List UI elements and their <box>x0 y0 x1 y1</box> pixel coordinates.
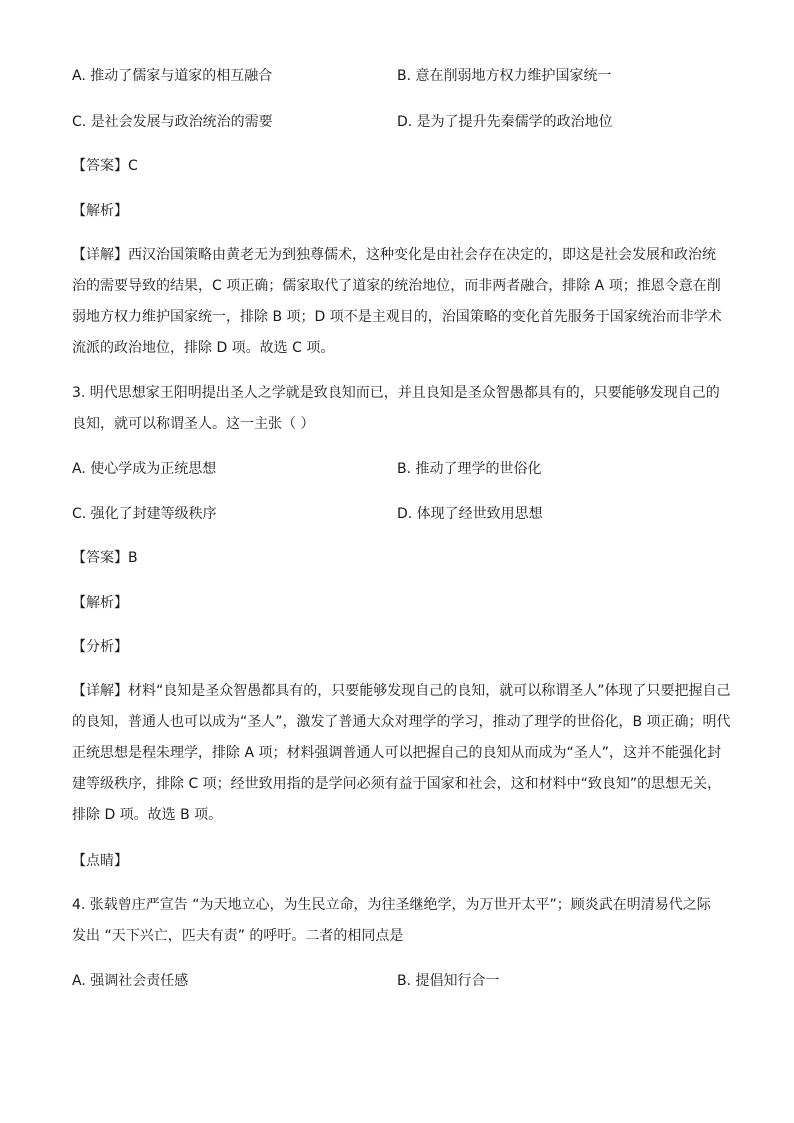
q2-option-d: D. 是为了提升先秦儒学的政治地位 <box>397 114 613 130</box>
q3-detail-line-5: 排除 D 项。故选 B 项。 <box>72 807 223 823</box>
q3-detail-line-3: 正统思想是程朱理学，排除 A 项；材料强调普通人可以把握自己的良知从而成为“圣人”，这并不能强化封 <box>72 745 721 761</box>
q4-stem <box>72 890 726 952</box>
q3-option-c: C. 强化了封建等级秩序 <box>72 506 217 522</box>
q2-detail-line-3: 弱地方权力维护国家统一，排除 B 项；D 项不是主观目的，治国策略的变化首先服务于国家统治而非学术 <box>72 309 722 325</box>
q2-detail-line-1: 【详解】西汉治国策略由黄老无为到独尊儒术，这种变化是由社会存在决定的，即这是社会发展和政治统 <box>72 247 716 263</box>
q3-stem-line-2: 良知，就可以称谓圣人。这一主张（ ） <box>72 416 315 432</box>
q3-detail-line-1: 【详解】材料“良知是圣众智愚都具有的，只要能够发现自己的良知，就可以称谓圣人”体现了只要把握自己 <box>72 683 731 699</box>
q4-stem-line-1: 4. 张载曾庄严宣告 “为天地立心，为生民立命，为往圣继绝学，为万世开太平”；顾炎武在明清易代之际 <box>72 897 711 913</box>
q3-detail-line-2: 的良知，普通人也可以成为“圣人”，激发了普通大众对理学的学习，推动了理学的世俗化，B 项正确；明代 <box>72 714 731 730</box>
q4-option-a: A. 强调社会责任感 <box>72 973 189 989</box>
q2-option-b: B. 意在削弱地方权力维护国家统一 <box>397 68 612 84</box>
q4-stem-line-2: 发出 “天下兴亡，匹夫有责” 的呼吁。二者的相同点是 <box>72 928 404 944</box>
q3-stem-line-1: 3. 明代思想家王阳明提出圣人之学就是致良知而已，并且良知是圣众智愚都具有的，只要能够发现自己的 <box>72 385 720 401</box>
q2-detail-line-2: 治的需要导致的结果，C 项正确；儒家取代了道家的统治地位，而非两者融合，排除 A 项；推恩令意在削 <box>72 278 721 294</box>
q3-answer: 【答案】B <box>72 550 138 566</box>
q3-option-b: B. 推动了理学的世俗化 <box>397 461 542 477</box>
q3-dianjing-label: 【点睛】 <box>72 853 128 869</box>
q2-answer: 【答案】C <box>72 158 138 174</box>
q3-analysis-label: 【解析】 <box>72 595 128 611</box>
q3-option-d: D. 体现了经世致用思想 <box>397 506 543 522</box>
q3-option-a: A. 使心学成为正统思想 <box>72 461 217 477</box>
q4-option-b: B. 提倡知行合一 <box>397 973 500 989</box>
q3-fenxi-label: 【分析】 <box>72 639 128 655</box>
q2-analysis-label: 【解析】 <box>72 203 128 219</box>
q3-detail <box>72 676 731 831</box>
q3-detail-line-4: 建等级秩序，排除 C 项；经世致用指的是学问必须有益于国家和社会，这和材料中“致良知”的思想无关， <box>72 776 722 792</box>
q2-detail <box>72 240 726 364</box>
q2-option-c: C. 是社会发展与政治统治的需要 <box>72 114 273 130</box>
q2-detail-line-4: 流派的政治地位，排除 D 项。故选 C 项。 <box>72 340 335 356</box>
q2-option-a: A. 推动了儒家与道家的相互融合 <box>72 68 273 84</box>
q3-stem <box>72 378 726 440</box>
